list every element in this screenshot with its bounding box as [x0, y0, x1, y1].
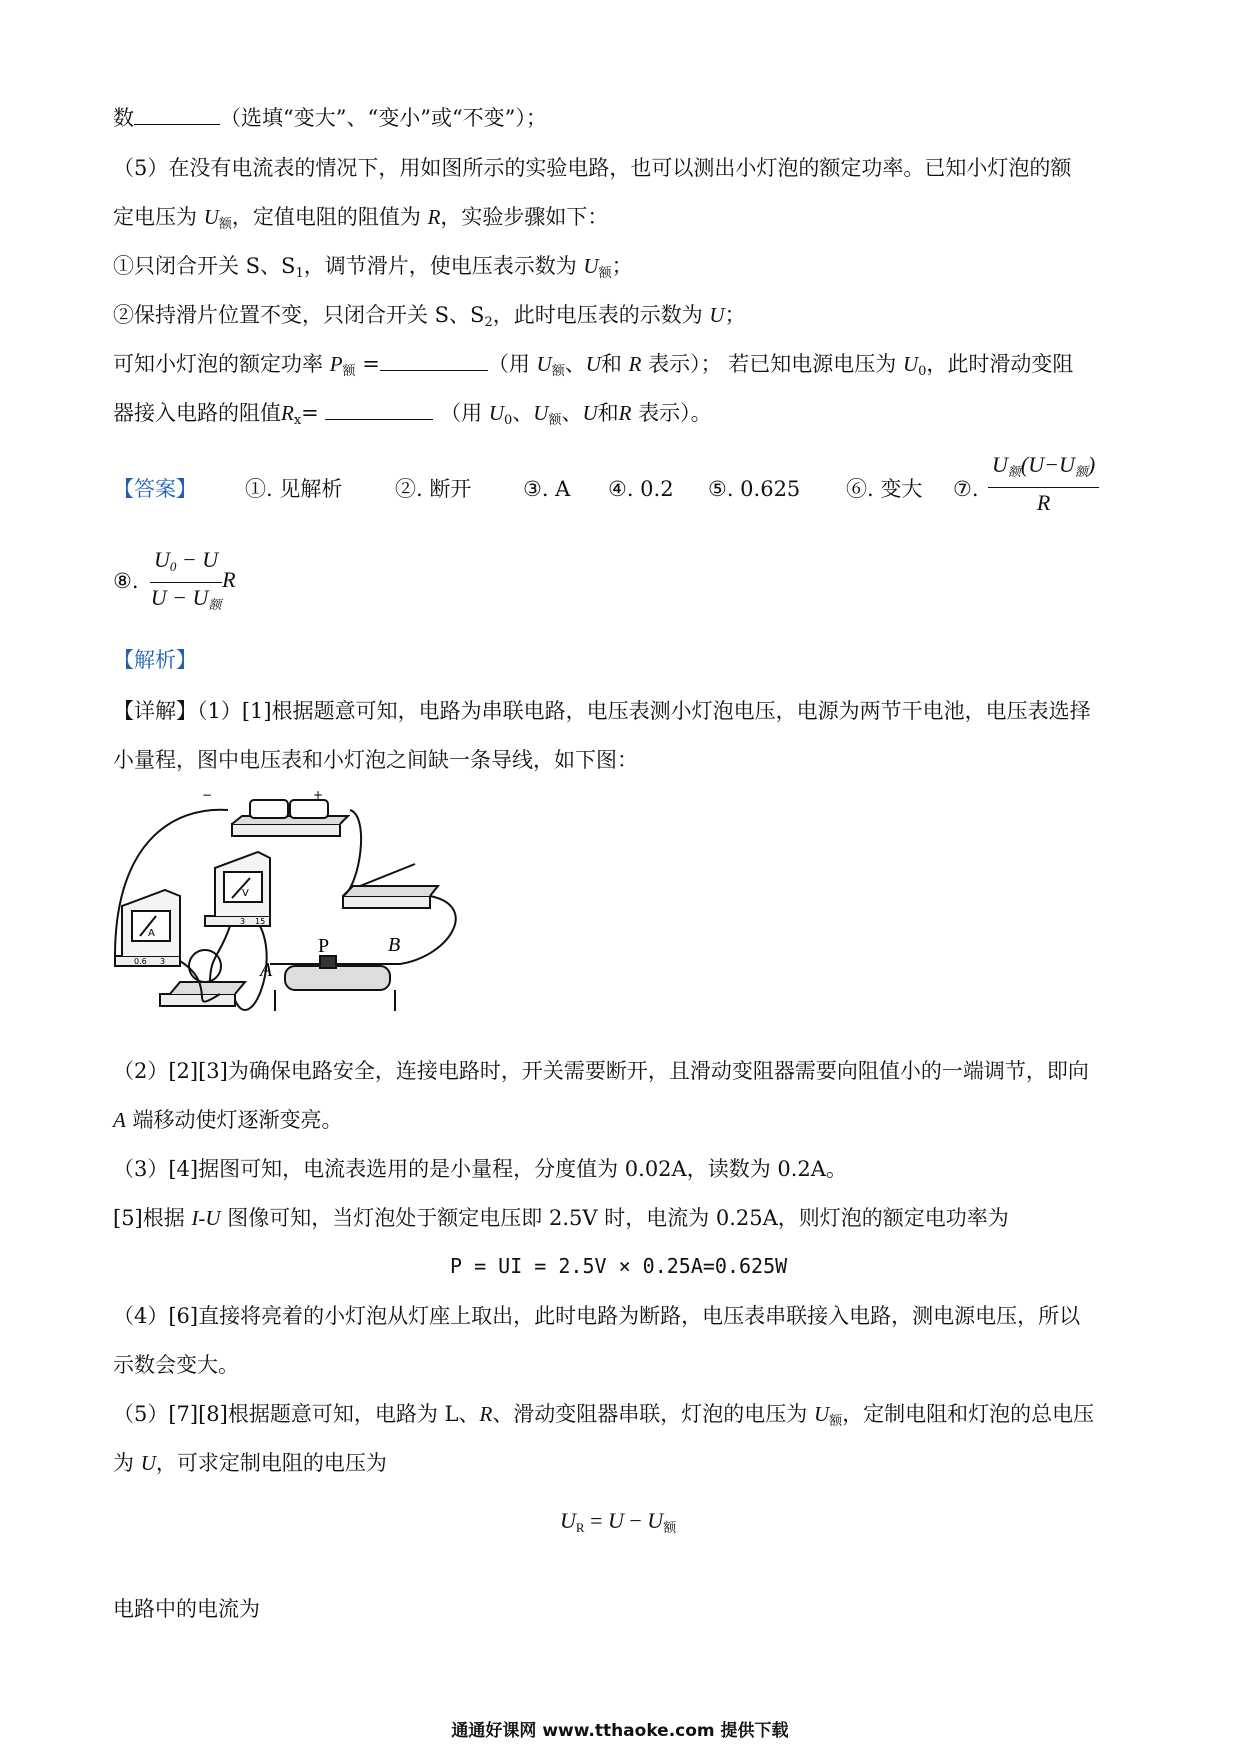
svg-text:A: A — [260, 959, 273, 981]
answer-4: ④. 0.2 — [608, 477, 674, 501]
svg-text:−: − — [202, 788, 213, 802]
svg-text:P: P — [318, 935, 330, 957]
footer: 通通好课网 www.tthaoke.com 提供下载 — [451, 1721, 789, 1741]
q5-line6: 器接入电路的阻值$R_x=$ （用 $U_0$、$U_额$、U和R 表示）。 — [113, 401, 712, 428]
q5-line1: （5）在没有电流表的情况下，用如图所示的实验电路，也可以测出小灯泡的额定功率。已知小灯泡的额 — [113, 156, 1072, 180]
analysis-p5: （4）[6]直接将亮着的小灯泡从灯座上取出，此时电路为断路，电压表串联接入电路，测电源电压，所以 — [113, 1304, 1081, 1328]
answer-1: ①. 见解析 — [245, 477, 343, 501]
svg-text:0.6: 0.6 — [134, 957, 147, 966]
answer-2: ②. 断开 — [395, 477, 472, 501]
svg-text:A: A — [148, 928, 155, 939]
analysis-p6: （5）[7][8]根据题意可知，电路为 L、R、滑动变阻器串联，灯泡的电压为 $U_额$，定制电阻和灯泡的总电压 — [113, 1402, 1095, 1429]
q5-line5: 可知小灯泡的额定功率 $P_额$ = （用 $U_额$、U和 R 表示）； 若已知电源电压为 $U_0$，此时滑动变阻 — [113, 352, 1074, 379]
answer-8: ⑧. — [113, 569, 139, 593]
svg-text:3: 3 — [240, 917, 246, 926]
svg-text:V: V — [242, 888, 249, 899]
answer-7-fraction: $\frac{U_额(U-U_额)}{R}$ — [988, 452, 1099, 516]
svg-text:3: 3 — [160, 957, 166, 966]
analysis-label: 【解析】 — [113, 648, 197, 672]
svg-text:B: B — [388, 934, 401, 956]
q5-line2: 定电压为 $U_额$，定值电阻的阻值为 R，实验步骤如下： — [113, 205, 609, 232]
analysis-p1b: 小量程，图中电压表和小灯泡之间缺一条导线，如下图： — [113, 748, 638, 772]
equation-ur: $U_R = U - U_额$ — [560, 1508, 677, 1535]
answer-6: ⑥. 变大 — [846, 477, 923, 501]
blank — [134, 106, 220, 125]
equation-power: P = UI = 2.5V × 0.25A=0.625W — [450, 1254, 788, 1278]
svg-text:+: + — [313, 788, 324, 802]
analysis-p8: 电路中的电流为 — [113, 1597, 260, 1621]
q5-step1: ①只闭合开关 S、$S_1$，调节滑片，使电压表示数为 $U_额$； — [113, 254, 633, 281]
analysis-p2b: A 端移动使灯逐渐变亮。 — [113, 1108, 343, 1132]
analysis-p2: （2）[2][3]为确保电路安全，连接电路时，开关需要断开，且滑动变阻器需要向阻值小的一端调节，即向 — [113, 1059, 1089, 1083]
q4-tail: 数 （选填“变大”、“变小”或“不变”）； — [113, 106, 547, 130]
analysis-p4: [5]根据 I-U 图像可知，当灯泡处于额定电压即 2.5V 时，电流为 0.25A，则灯泡的额定电功率为 — [113, 1206, 1009, 1230]
svg-text:15: 15 — [255, 917, 266, 926]
answer-5: ⑤. 0.625 — [708, 477, 801, 501]
analysis-p5b: 示数会变大。 — [113, 1353, 239, 1377]
analysis-p1: 【详解】（1）[1]根据题意可知，电路为串联电路，电压表测小灯泡电压，电源为两节干电池，电压表选择 — [113, 699, 1091, 723]
analysis-p7: 为 U，可求定制电阻的电压为 — [113, 1451, 387, 1475]
q5-step2: ②保持滑片位置不变，只闭合开关 S、$S_2$，此时电压表的示数为 U； — [113, 303, 746, 330]
answer-8-fraction: $\frac{U_0 - U}{U - U_额}$ R — [150, 547, 236, 612]
analysis-p3: （3）[4]据图可知，电流表选用的是小量程，分度值为 0.02A，读数为 0.2A。 — [113, 1157, 847, 1181]
answer-3: ③. A — [523, 477, 571, 501]
answer-label: 【答案】 — [113, 477, 197, 501]
circuit-diagram — [110, 786, 480, 1026]
answer-7: ⑦. — [953, 477, 979, 501]
